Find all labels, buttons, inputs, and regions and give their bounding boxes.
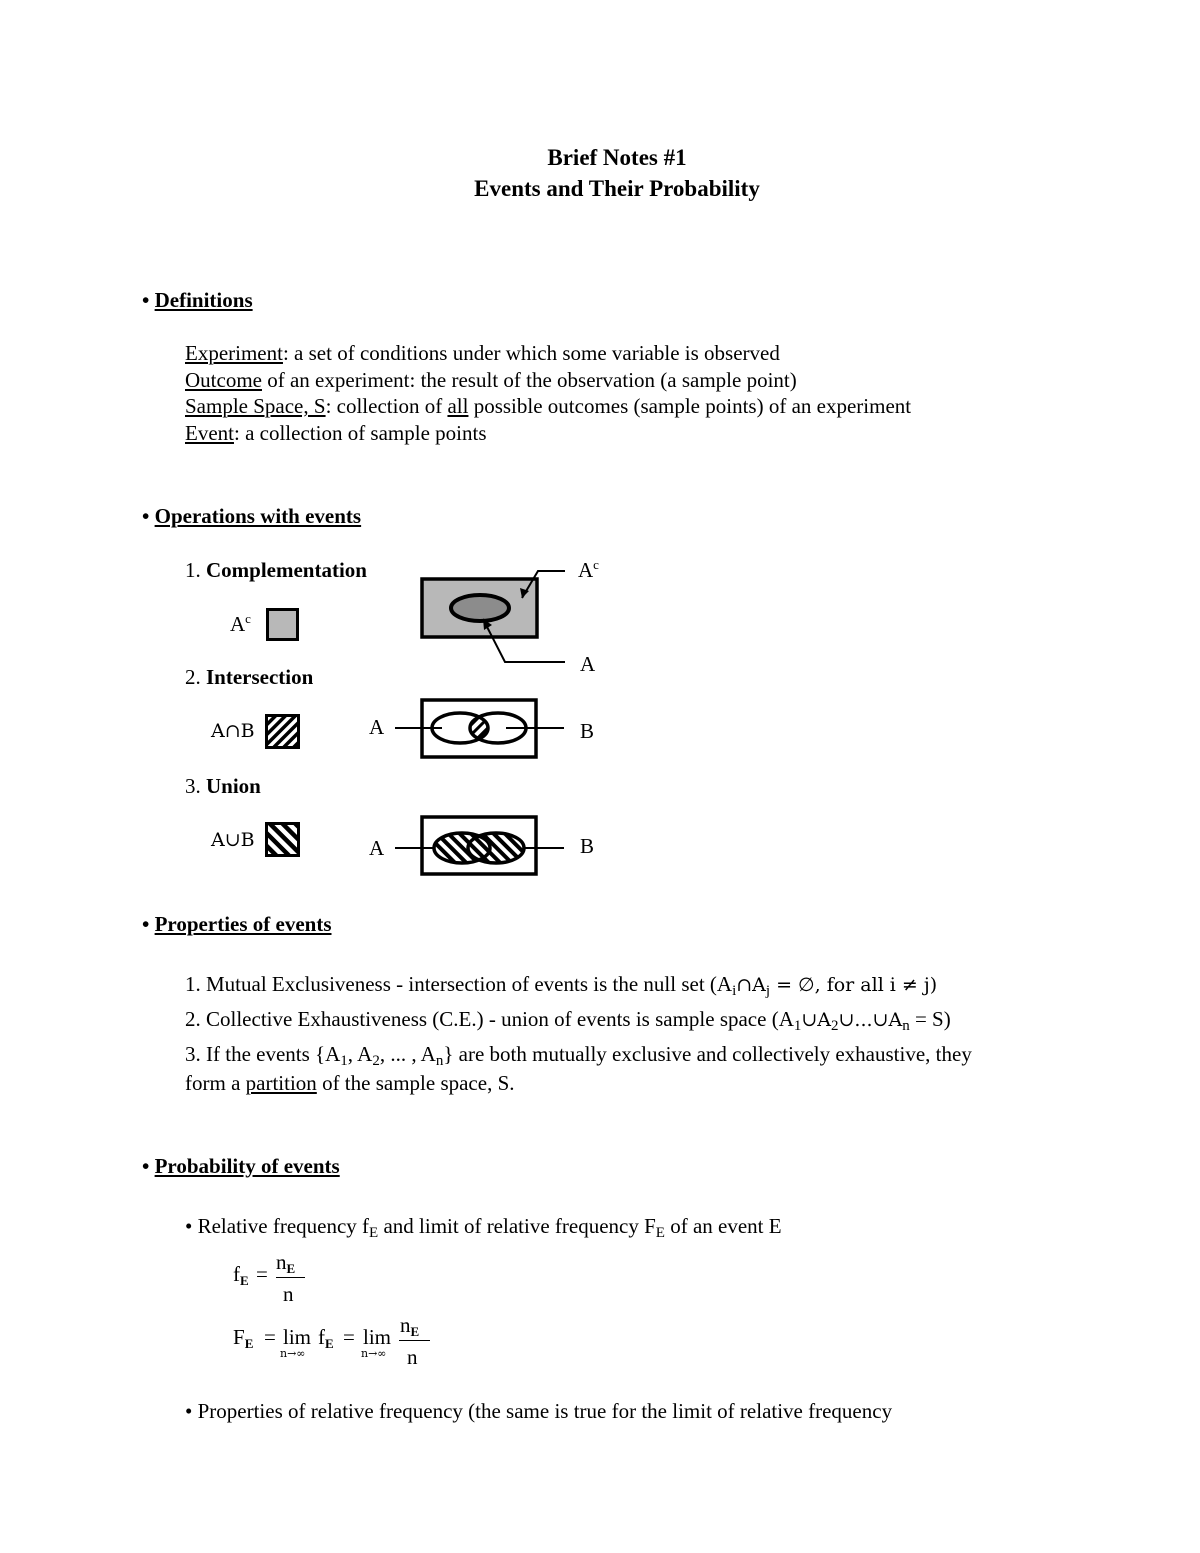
property-collective-exhaustiveness: 2. Collective Exhaustiveness (C.E.) - union of events is sample space $(A_1\cup A_2\cup...\cup A_n = S)$: [185, 1007, 951, 1034]
page-subtitle: Events and Their Probability: [474, 176, 760, 201]
definitions-heading-label: Definitions: [154, 288, 253, 312]
intersection-label-b: B: [580, 719, 595, 743]
definition-text: of an experiment: the result of the observation (a sample point): [261, 368, 797, 392]
operation-name: Intersection: [206, 665, 314, 689]
union-swatch-icon: [265, 822, 300, 857]
definitions-heading: [142, 288, 253, 312]
union-label-a: A: [369, 836, 385, 860]
operation-name: Union: [206, 774, 261, 798]
bullet-icon: •: [142, 504, 150, 528]
definition-term: Event: [185, 421, 234, 445]
bullet-icon: •: [142, 288, 150, 312]
union-venn-diagram: [390, 812, 570, 882]
definition-text: : a set of conditions under which some variable is observed: [282, 341, 780, 365]
definition-outcome: [185, 368, 797, 392]
relative-frequency-bullet: • Relative frequency $f_E$ and limit of relative frequency $F_E$ of an event E: [185, 1214, 782, 1241]
probability-heading: [142, 1154, 340, 1178]
complement-swatch-icon: [266, 608, 299, 641]
operation-number: 3.: [185, 774, 201, 798]
operation-intersection: [185, 665, 313, 689]
event-a-diagram-label: A: [580, 652, 596, 676]
operation-complementation: [185, 558, 367, 582]
probability-heading-label: Probability of events: [154, 1154, 340, 1178]
complement-symbol: $A^c$: [230, 611, 251, 636]
definition-term: Sample Space, S: [185, 394, 326, 418]
operation-union: [185, 774, 261, 798]
intersection-label-a: A: [369, 715, 385, 739]
definition-term: Experiment: [185, 341, 283, 365]
partition-term: partition: [245, 1071, 317, 1095]
operation-name: Complementation: [206, 558, 367, 582]
bullet-icon: •: [185, 1214, 193, 1238]
event-a-ellipse: [451, 595, 509, 621]
operation-number: 2.: [185, 665, 201, 689]
definition-text: : a collection of sample points: [233, 421, 487, 445]
property-partition: 3. If the events {$A_1$, $A_2$, ... , $A_n$} are both mutually exclusive and collectively exhaustive, they: [185, 1042, 972, 1069]
properties-heading: [142, 912, 332, 936]
bullet-icon: •: [142, 912, 150, 936]
operations-heading: [142, 504, 361, 528]
intersection-venn-diagram: [390, 695, 570, 765]
definition-emphasis: all: [447, 394, 469, 418]
intersection-swatch-icon: [265, 714, 300, 749]
relative-frequency-properties-bullet: • Properties of relative frequency (the same is true for the limit of relative frequency: [185, 1399, 893, 1423]
operation-number: 1.: [185, 558, 201, 582]
definition-text: possible outcomes (sample points) of an experiment: [468, 394, 912, 418]
complement-diagram-label: $A^c$: [578, 557, 599, 582]
intersection-symbol: A∩B: [211, 720, 255, 742]
union-label-b: B: [580, 834, 595, 858]
properties-heading-label: Properties of events: [154, 912, 332, 936]
definition-sample-space: [185, 394, 911, 418]
union-symbol: A∪B: [211, 829, 255, 851]
definition-text: : collection of: [325, 394, 448, 418]
bullet-icon: •: [142, 1154, 150, 1178]
definition-event: [185, 421, 487, 445]
page-title: Brief Notes #1: [547, 145, 687, 170]
property-partition-line2: form a partition of the sample space, S.: [185, 1071, 515, 1095]
operations-heading-label: Operations with events: [154, 504, 362, 528]
definition-term: Outcome: [185, 368, 262, 392]
bullet-icon: •: [185, 1399, 193, 1423]
definition-experiment: [185, 341, 780, 365]
property-mutual-exclusiveness: 1. Mutual Exclusiveness - intersection of events is the null set ($A_i\cap A_j$ = ∅, for all i ≠ j): [185, 972, 938, 999]
